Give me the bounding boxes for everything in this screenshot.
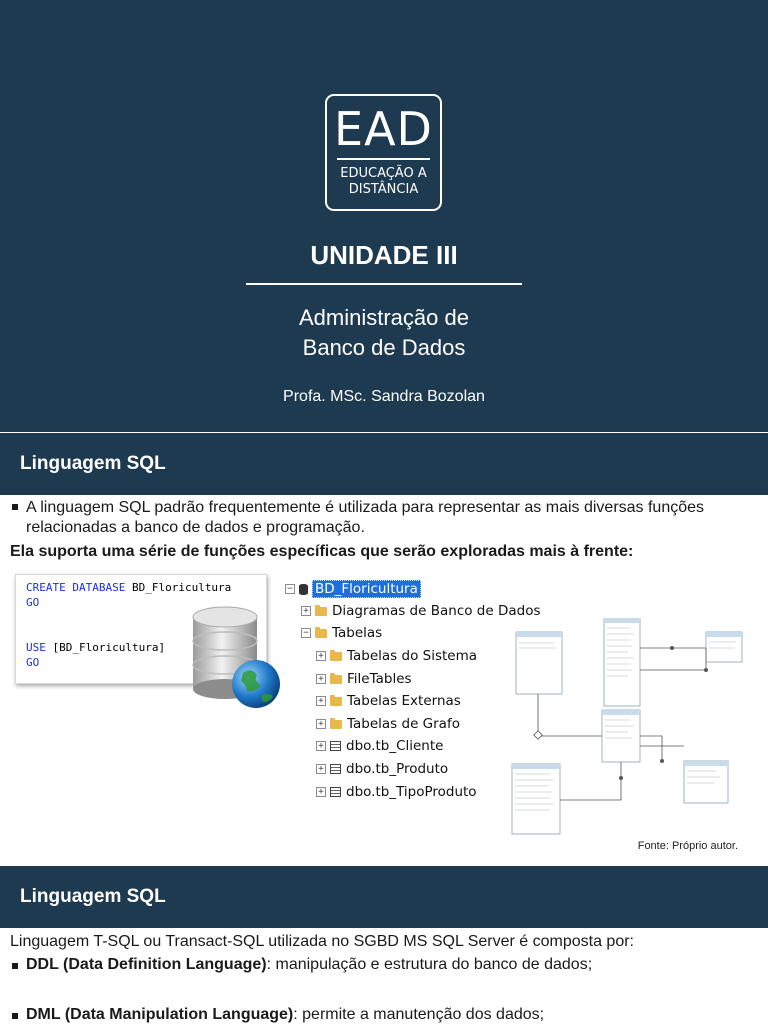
folder-icon xyxy=(330,652,342,661)
expand-icon[interactable]: + xyxy=(301,606,311,616)
expand-icon[interactable]: + xyxy=(316,741,326,751)
tree-item-tb-cliente[interactable] xyxy=(316,736,443,756)
tree-root-label[interactable]: BD_Floricultura xyxy=(312,580,421,598)
expand-icon[interactable]: + xyxy=(316,719,326,729)
image-source: Fonte: Próprio autor. xyxy=(637,840,738,852)
tree-item-tabelas-grafo[interactable] xyxy=(316,714,460,734)
tree-item-label: FileTables xyxy=(347,671,412,687)
ead-logo xyxy=(325,94,442,211)
tree-item-tabelas[interactable] xyxy=(301,623,382,643)
code-keyword: CREATE DATABASE xyxy=(26,581,126,594)
logo-subtitle xyxy=(327,166,440,198)
slide-header xyxy=(0,433,768,495)
tree-item-label: Tabelas Externas xyxy=(347,693,461,709)
code-keyword: GO xyxy=(26,596,40,609)
ddl-term: DDL (Data Definition Language) xyxy=(26,956,267,973)
collapse-icon[interactable]: − xyxy=(285,584,295,594)
bullet-ddl xyxy=(12,956,592,974)
expand-icon[interactable]: + xyxy=(316,696,326,706)
code-line-create xyxy=(26,580,266,595)
tree-item-filetables[interactable] xyxy=(316,669,412,689)
tree-item-label: Diagramas de Banco de Dados xyxy=(332,603,541,619)
tree-item-label: Tabelas xyxy=(332,625,383,641)
expand-icon[interactable]: + xyxy=(316,787,326,797)
table-icon xyxy=(330,787,341,797)
code-keyword: GO xyxy=(26,656,40,669)
course-line1: Administração de xyxy=(299,305,469,330)
course-title xyxy=(0,303,768,363)
table-icon xyxy=(330,741,341,751)
expand-icon[interactable]: + xyxy=(316,764,326,774)
folder-icon xyxy=(330,675,342,684)
logo-sub-line1: EDUCAÇÃO A xyxy=(340,166,427,181)
tree-item-label: dbo.tb_TipoProduto xyxy=(346,784,477,800)
bullet-item xyxy=(12,498,752,538)
dml-description: : permite a manutenção dos dados; xyxy=(293,1006,545,1023)
tree-item-tabelas-sistema[interactable] xyxy=(316,646,477,666)
tree-item-tb-produto[interactable] xyxy=(316,759,448,779)
tree-item-label: Tabelas de Grafo xyxy=(347,716,460,732)
logo-divider xyxy=(337,158,430,160)
folder-icon xyxy=(330,720,342,729)
database-icon xyxy=(299,584,308,595)
expand-icon[interactable]: + xyxy=(316,674,326,684)
table-icon xyxy=(330,764,341,774)
tree-item-label: dbo.tb_Produto xyxy=(346,761,449,777)
code-text: [BD_Floricultura] xyxy=(45,641,166,654)
bullet-dml-text xyxy=(12,1006,544,1023)
bullet-dml xyxy=(12,1006,544,1024)
tree-root[interactable] xyxy=(285,579,421,599)
course-line2: Banco de Dados xyxy=(302,335,466,360)
tree-item-label: dbo.tb_Cliente xyxy=(346,738,444,754)
sql-slide-2 xyxy=(0,866,768,1024)
code-text: BD_Floricultura xyxy=(125,581,232,594)
database-globe-icon xyxy=(185,601,285,711)
er-diagram-thumbnail xyxy=(510,618,760,840)
ddl-description: : manipulação e estrutura do banco de dados; xyxy=(266,956,593,973)
dml-term: DML (Data Manipulation Language) xyxy=(26,1006,294,1023)
tree-item-diagramas[interactable] xyxy=(301,601,541,621)
expand-icon[interactable]: + xyxy=(316,651,326,661)
collapse-icon[interactable]: − xyxy=(301,628,311,638)
slide-title: Linguagem SQL xyxy=(20,886,166,907)
bullet-square-icon xyxy=(12,504,18,510)
code-keyword: USE xyxy=(26,641,46,654)
bullet-square-icon xyxy=(12,1013,18,1019)
unit-title: UNIDADE III xyxy=(310,240,458,270)
tree-item-label: Tabelas do Sistema xyxy=(347,648,478,664)
folder-icon xyxy=(315,629,327,638)
bullet-ddl-text xyxy=(12,956,592,973)
slide-header xyxy=(0,866,768,928)
professor-name: Profa. MSc. Sandra Bozolan xyxy=(283,388,485,405)
sql-slide-1 xyxy=(0,433,768,865)
bullet-square-icon xyxy=(12,963,18,969)
bullet-text: A linguagem SQL padrão frequentemente é utilizada para representar as mais diversas funções relacionadas a banco de dados e programação. xyxy=(26,499,705,536)
bold-statement: Ela suporta uma série de funções específicas que serão exploradas mais à frente: xyxy=(10,543,634,560)
folder-icon xyxy=(315,607,327,616)
slide-title: Linguagem SQL xyxy=(20,453,166,474)
title-divider xyxy=(246,283,522,285)
tree-item-tabelas-externas[interactable] xyxy=(316,691,461,711)
logo-text: EAD xyxy=(334,102,433,156)
title-slide xyxy=(0,0,768,432)
intro-text: Linguagem T-SQL ou Transact-SQL utilizada no SGBD MS SQL Server é composta por: xyxy=(10,933,634,950)
tree-item-tb-tipoproduto[interactable] xyxy=(316,782,477,802)
logo-sub-line2: DISTÂNCIA xyxy=(348,182,419,197)
folder-icon xyxy=(330,697,342,706)
